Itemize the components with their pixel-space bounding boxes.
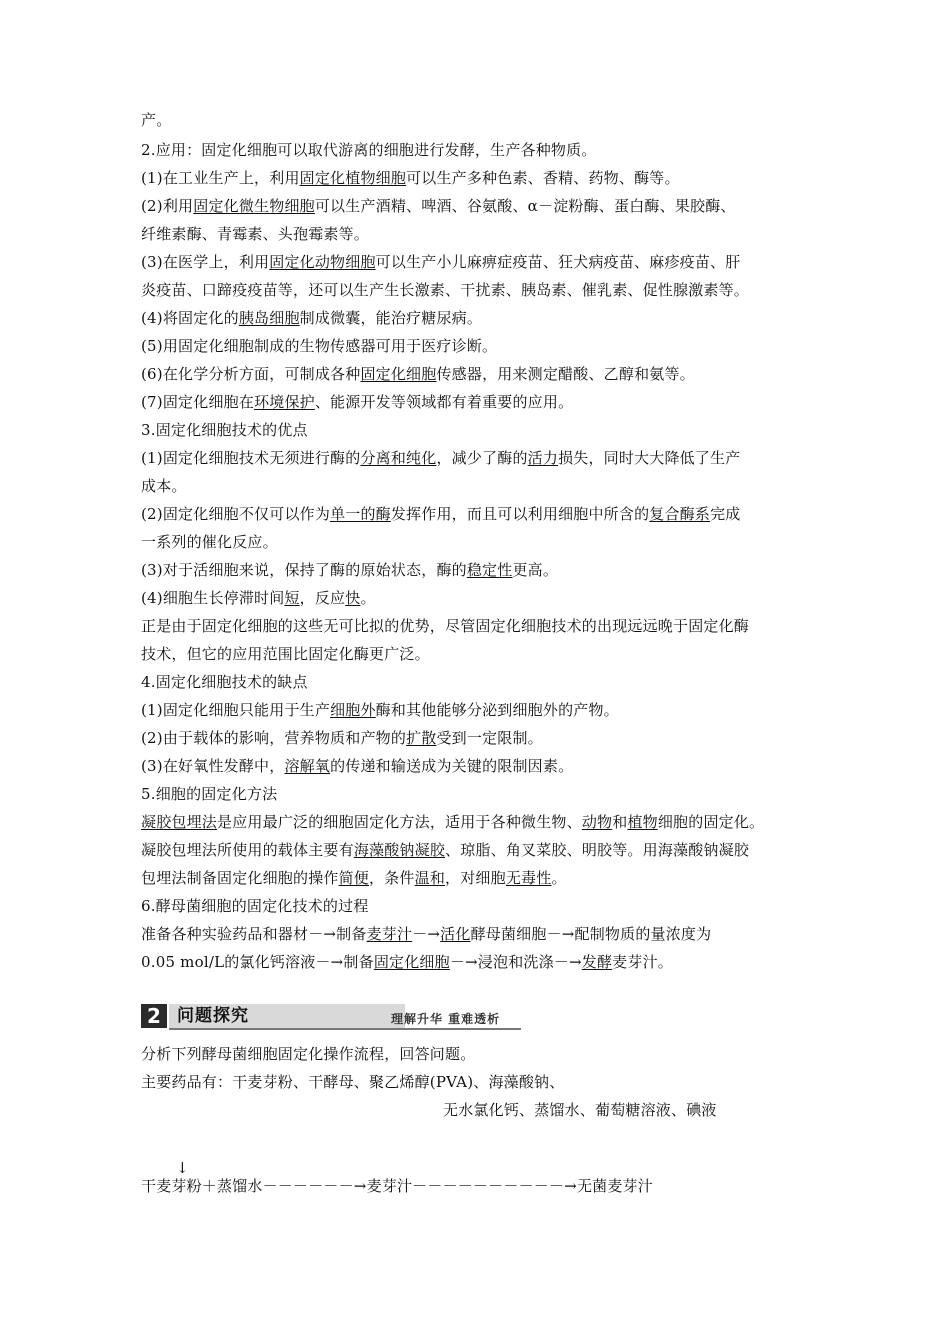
underlined-answer: 固定化细胞 bbox=[373, 953, 450, 971]
text-line bbox=[141, 280, 749, 300]
text-segment: (5)用固定化细胞制成的生物传感器可用于医疗诊断。 bbox=[141, 337, 498, 355]
section-number-badge: 2 bbox=[141, 1004, 167, 1028]
text-segment: ，反应 bbox=[299, 589, 346, 607]
text-line bbox=[141, 896, 369, 916]
text-segment: 0.05 mol/L的氯化钙溶液－→制备 bbox=[141, 953, 374, 971]
underlined-answer: 分离和纯化 bbox=[360, 449, 437, 467]
text-line bbox=[141, 504, 741, 524]
text-line bbox=[141, 952, 673, 972]
underlined-answer: 固定化微生物细胞 bbox=[193, 197, 315, 215]
text-segment: (6)在化学分析方面，可制成各种 bbox=[141, 365, 361, 383]
text-segment: 无水氯化钙、蒸馏水、葡萄糖溶液、碘液 bbox=[443, 1101, 717, 1119]
text-segment: 完成 bbox=[710, 505, 741, 523]
section-subtitle: 理解升华 重难透析 bbox=[391, 1012, 501, 1026]
text-segment: －→ bbox=[412, 925, 441, 943]
text-line bbox=[141, 252, 740, 272]
text-segment: 细胞的固定化。 bbox=[657, 813, 765, 831]
text-line bbox=[141, 1072, 564, 1092]
text-line bbox=[141, 700, 619, 720]
underlined-answer: 细胞外 bbox=[330, 701, 376, 719]
text-line bbox=[141, 756, 573, 776]
text-segment: 酶和其他能够分泌到细胞外的产物。 bbox=[375, 701, 619, 719]
text-line bbox=[141, 868, 567, 888]
underlined-answer: 单一的酶 bbox=[330, 505, 391, 523]
text-line bbox=[443, 1100, 717, 1120]
text-segment: 是应用最广泛的细胞固定化方法，适用于各种微生物、 bbox=[217, 813, 582, 831]
section-title: 问题探究 bbox=[169, 1004, 405, 1028]
text-segment: (2)利用 bbox=[141, 197, 194, 215]
text-segment: 3.固定化细胞技术的优点 bbox=[141, 421, 308, 439]
text-segment: (3)对于活细胞来说，保持了酶的原始状态，酶的 bbox=[141, 561, 467, 579]
underlined-answer: 稳定性 bbox=[466, 561, 513, 579]
underlined-answer: 复合酶系 bbox=[649, 505, 711, 523]
text-segment: 、琼脂、角叉菜胶、明胶等。用海藻酸钠凝胶 bbox=[445, 841, 750, 859]
text-line bbox=[141, 140, 597, 160]
text-line bbox=[141, 812, 764, 832]
text-segment: (1)固定化细胞技术无须进行酶的 bbox=[141, 449, 361, 467]
text-segment: 酵母菌细胞－→配制物质的量浓度为 bbox=[470, 925, 712, 943]
text-segment: 可以生产小儿麻痹症疫苗、狂犬病疫苗、麻疹疫苗、肝 bbox=[375, 253, 741, 271]
underlined-answer: 短 bbox=[284, 589, 300, 607]
text-segment: 和 bbox=[612, 813, 628, 831]
text-segment: 可以生产多种色素、香精、药物、酶等。 bbox=[406, 169, 680, 187]
text-segment: 2.应用：固定化细胞可以取代游离的细胞进行发酵，生产各种物质。 bbox=[141, 141, 597, 159]
text-segment: ，减少了酶的 bbox=[436, 449, 528, 467]
text-segment: (4)细胞生长停滞时间 bbox=[141, 589, 285, 607]
section-divider bbox=[169, 1028, 521, 1030]
text-segment: 凝胶包埋法所使用的载体主要有 bbox=[141, 841, 354, 859]
underlined-answer: 发酵 bbox=[581, 953, 613, 971]
text-segment: ，对细胞 bbox=[445, 869, 506, 887]
text-segment: 传感器，用来测定醋酸、乙醇和氨等。 bbox=[436, 365, 695, 383]
text-line bbox=[141, 110, 171, 130]
text-segment: 可以生产酒精、啤酒、谷氨酸、α－淀粉酶、蛋白酶、果胶酶、 bbox=[314, 197, 736, 215]
underlined-answer: 麦芽汁 bbox=[366, 925, 413, 943]
text-line bbox=[141, 448, 740, 468]
text-line bbox=[141, 392, 573, 412]
text-line bbox=[141, 420, 308, 440]
text-line bbox=[141, 532, 278, 552]
text-segment: 准备各种实验药品和器材－→制备 bbox=[141, 925, 367, 943]
underlined-answer: 植物 bbox=[627, 813, 658, 831]
underlined-answer: 凝胶包埋法 bbox=[141, 813, 218, 831]
text-segment: 5.细胞的固定化方法 bbox=[141, 785, 278, 803]
text-line bbox=[141, 644, 430, 664]
text-line bbox=[141, 224, 369, 244]
underlined-answer: 温和 bbox=[414, 869, 446, 887]
underlined-answer: 海藻酸钠凝胶 bbox=[353, 841, 446, 859]
text-line bbox=[141, 672, 308, 692]
text-segment: 分析下列酵母菌细胞固定化操作流程，回答问题。 bbox=[141, 1045, 476, 1063]
text-segment: (7)固定化细胞在 bbox=[141, 393, 255, 411]
text-segment: ，条件 bbox=[369, 869, 415, 887]
text-segment: －→浸泡和洗涤－→ bbox=[449, 953, 582, 971]
text-segment: 麦芽汁。 bbox=[612, 953, 673, 971]
text-line bbox=[141, 336, 497, 356]
text-line bbox=[141, 308, 482, 328]
text-line bbox=[141, 364, 695, 384]
text-segment: 成本。 bbox=[141, 477, 187, 495]
text-segment: (2)固定化细胞不仅可以作为 bbox=[141, 505, 331, 523]
text-line bbox=[141, 728, 543, 748]
text-line bbox=[141, 196, 736, 216]
text-line bbox=[141, 168, 680, 188]
text-segment: (4)将固定化的 bbox=[141, 309, 239, 327]
text-line bbox=[141, 588, 376, 608]
text-line bbox=[141, 1176, 653, 1196]
text-segment: 。 bbox=[551, 869, 567, 887]
text-segment: 技术，但它的应用范围比固定化酶更广泛。 bbox=[141, 645, 430, 663]
underlined-answer: 溶解氧 bbox=[284, 757, 331, 775]
underlined-answer: 扩散 bbox=[406, 729, 437, 747]
section-banner bbox=[141, 1001, 521, 1029]
text-segment: 受到一定限制。 bbox=[436, 729, 543, 747]
text-segment: 的传递和输送成为关键的限制因素。 bbox=[330, 757, 574, 775]
text-line bbox=[141, 560, 558, 580]
text-segment: 发挥作用，而且可以利用细胞中所含的 bbox=[390, 505, 650, 523]
underlined-answer: 固定化动物细胞 bbox=[269, 253, 376, 271]
underlined-answer: 环境保护 bbox=[254, 393, 315, 411]
text-segment: 产。 bbox=[141, 111, 172, 129]
text-segment: 损失，同时大大降低了生产 bbox=[558, 449, 741, 467]
text-line bbox=[141, 476, 187, 496]
underlined-answer: 快 bbox=[345, 589, 361, 607]
text-segment: 正是由于固定化细胞的这些无可比拟的优势，尽管固定化细胞技术的出现远远晚于固定化酶 bbox=[141, 617, 750, 635]
text-segment: 干麦芽粉＋蒸馏水－－－－－－→麦芽汁－－－－－－－－－－→无菌麦芽汁 bbox=[141, 1177, 653, 1195]
text-segment: 纤维素酶、青霉素、头孢霉素等。 bbox=[141, 225, 370, 243]
text-segment: 一系列的催化反应。 bbox=[141, 533, 278, 551]
underlined-answer: 胰岛细胞 bbox=[238, 309, 300, 327]
text-segment: 、能源开发等领域都有着重要的应用。 bbox=[314, 393, 574, 411]
flow-down-arrow: ↓ bbox=[176, 1159, 189, 1177]
text-segment: 4.固定化细胞技术的缺点 bbox=[141, 673, 308, 691]
text-segment: (3)在好氧性发酵中， bbox=[141, 757, 285, 775]
underlined-answer: 活力 bbox=[527, 449, 559, 467]
underlined-answer: 动物 bbox=[581, 813, 613, 831]
text-segment: (1)固定化细胞只能用于生产 bbox=[141, 701, 331, 719]
underlined-answer: 固定化植物细胞 bbox=[299, 169, 407, 187]
text-line bbox=[141, 784, 277, 804]
underlined-answer: 活化 bbox=[440, 925, 471, 943]
text-segment: 包埋法制备固定化细胞的操作 bbox=[141, 869, 339, 887]
text-line bbox=[141, 924, 711, 944]
text-segment: (3)在医学上，利用 bbox=[141, 253, 270, 271]
text-segment: (1)在工业生产上，利用 bbox=[141, 169, 300, 187]
text-segment: 主要药品有：干麦芽粉、干酵母、聚乙烯醇(PVA)、海藻酸钠、 bbox=[141, 1073, 565, 1091]
text-line bbox=[141, 840, 749, 860]
text-segment: 制成微囊，能治疗糖尿病。 bbox=[299, 309, 483, 327]
text-line bbox=[141, 616, 749, 636]
text-line bbox=[141, 1044, 475, 1064]
underlined-answer: 简便 bbox=[338, 869, 370, 887]
underlined-answer: 固定化细胞 bbox=[360, 365, 437, 383]
underlined-answer: 无毒性 bbox=[505, 869, 552, 887]
text-segment: 炎疫苗、口蹄疫疫苗等，还可以生产生长激素、干扰素、胰岛素、催乳素、促性腺激素等。 bbox=[141, 281, 750, 299]
text-segment: 。 bbox=[360, 589, 376, 607]
text-segment: 6.酵母菌细胞的固定化技术的过程 bbox=[141, 897, 369, 915]
text-segment: 更高。 bbox=[512, 561, 559, 579]
text-segment: (2)由于载体的影响，营养物质和产物的 bbox=[141, 729, 407, 747]
